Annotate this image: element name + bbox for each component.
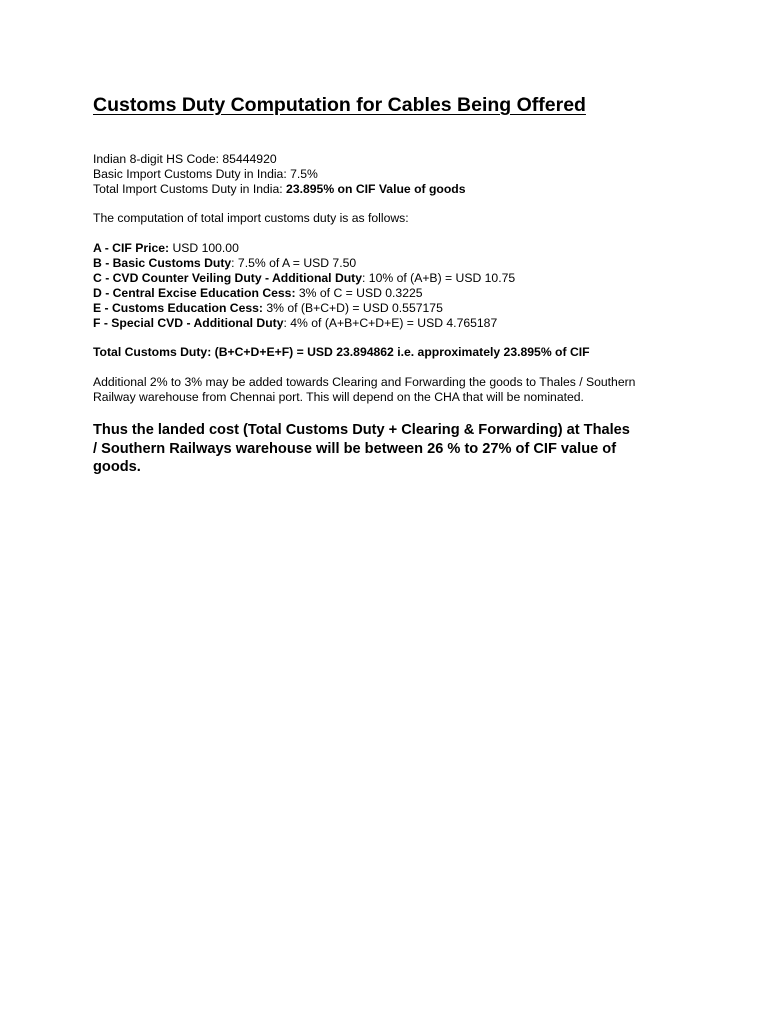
intro-text [93,211,409,226]
conclusion-line: goods. [93,459,141,475]
computation-label: E - Customs Education Cess: [93,301,263,315]
computation-label: C - CVD Counter Veiling Duty - Additional Duty [93,271,363,285]
computation-label: B - Basic Customs Duty [93,256,232,270]
computation-item-d [93,286,515,301]
intro-line: The computation of total import customs duty is as follows: [93,211,409,225]
computation-detail: 3% of (B+C+D) = USD 0.557175 [262,301,443,315]
computation-item-c [93,271,515,286]
conclusion-paragraph [93,421,683,477]
computation-detail: 3% of C = USD 0.3225 [295,286,423,300]
computation-item-e [93,301,515,316]
total-duty-label: Total Import Customs Duty in India: [93,182,287,196]
total-line: Total Customs Duty: (B+C+D+E+F) = USD 23.894862 i.e. approximately 23.895% of CIF [93,345,590,359]
additional-line: Additional 2% to 3% may be added towards Clearing and Forwarding the goods to Thales / Southern [93,375,636,389]
computation-item-f [93,316,515,331]
computation-detail: : 7.5% of A = USD 7.50 [231,256,357,270]
additional-line: Railway warehouse from Chennai port. This will depend on the CHA that will be nominated. [93,390,584,404]
page-title: Customs Duty Computation for Cables Being Offered [93,94,586,116]
computation-label: D - Central Excise Education Cess: [93,286,296,300]
computation-detail: : 10% of (A+B) = USD 10.75 [362,271,516,285]
total-customs-duty [93,345,590,360]
conclusion-line: / Southern Railways warehouse will be between 26 % to 27% of CIF value of [93,440,617,457]
computation-item-a [93,241,515,256]
computation-label: F - Special CVD - Additional Duty [93,316,284,330]
computation-detail: USD 100.00 [169,241,239,255]
additional-note [93,375,635,405]
basic-duty-line: Basic Import Customs Duty in India: 7.5% [93,167,318,181]
computation-label: A - CIF Price: [93,241,170,255]
header-info [93,152,466,197]
total-duty-line [93,182,466,197]
computation-item-b [93,256,515,271]
conclusion-line: Thus the landed cost (Total Customs Duty + Clearing & Forwarding) at Thales [93,422,630,438]
hs-code-line: Indian 8-digit HS Code: 85444920 [93,152,277,166]
computation-list [93,241,515,331]
computation-detail: : 4% of (A+B+C+D+E) = USD 4.765187 [283,316,498,330]
total-duty-value: 23.895% on CIF Value of goods [286,182,466,196]
